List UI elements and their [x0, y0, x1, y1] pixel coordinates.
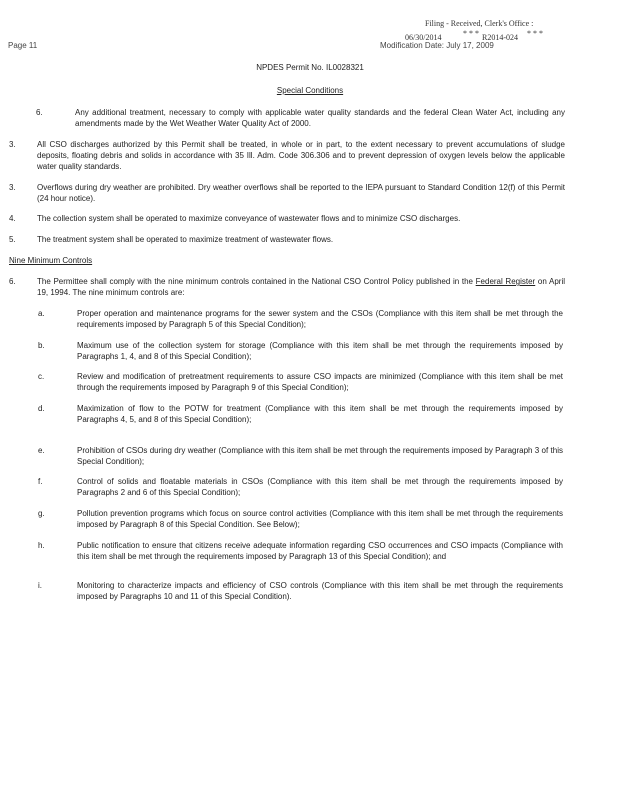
sub-item-letter: f.	[38, 477, 43, 486]
filing-stamp-stars-1: * * *	[463, 29, 479, 38]
sub-item-text: Proper operation and maintenance programs for the sewer system and the CSOs (Compliance with this item shall be met through the requirements imposed by Paragraph 5 of this Special Condition);	[77, 309, 563, 329]
sub-item-text: Review and modification of pretreatment requirements to assure CSO impacts are minimized (Compliance with this item shall be met through the requirements imposed by Paragraph 9 of this Special Condition);	[77, 372, 563, 392]
item-text: The treatment system shall be operated to maximize treatment of wastewater flows.	[37, 235, 334, 244]
sub-item-letter: b.	[38, 341, 45, 350]
filing-stamp-line: Filing - Received, Clerk's Office :	[425, 19, 534, 28]
item-number: 4.	[9, 214, 16, 223]
sub-item-text: Pollution prevention programs which focus on source control activities (Compliance with this item shall be met through the requirements imposed by Paragraph 8 of this Special Condition. See Below);	[77, 509, 563, 529]
filing-stamp-stars-2: * * *	[527, 29, 543, 38]
item-text: Any additional treatment, necessary to comply with applicable water quality standards and the federal Clean Water Act, including any amendments made by the Wet Weather Water Quality Act of 2000.	[75, 108, 565, 128]
sub-item-text: Maximization of flow to the POTW for treatment (Compliance with this item shall be met through the requirements imposed by Paragraphs 4, 5, and 8 of this Special Condition);	[77, 404, 563, 424]
sub-item-letter: c.	[38, 372, 45, 381]
item-text: Overflows during dry weather are prohibited. Dry weather overflows shall be reported to the IEPA pursuant to Standard Condition 12(f) of this Permit (24 hour notice).	[37, 183, 565, 203]
item-number: 6.	[9, 277, 16, 286]
sub-item-text: Maximum use of the collection system for storage (Compliance with this item shall be met through the requirements imposed by Paragraphs 1, 4, and 8 of this Special Condition);	[77, 341, 563, 361]
item-number: 5.	[9, 235, 16, 244]
section-title: Special Conditions	[276, 86, 344, 95]
item-number: 3.	[9, 140, 16, 149]
item-number: 3.	[9, 183, 16, 192]
sub-item-text: Control of solids and floatable materials in CSOs (Compliance with this item shall be met through the requirements imposed by Paragraphs 2 and 6 of this Special Condition);	[77, 477, 563, 497]
item-text: All CSO discharges authorized by this Permit shall be treated, in whole or in part, to the extent necessary to prevent accumulations of sludge deposits, floating debris and solids in accordance with 35 Ill. Adm. Code 306.306 and to prevent depression of oxygen levels below the applicable water quality standards.	[37, 140, 565, 171]
page-number: Page 11	[8, 41, 38, 50]
sub-item-letter: i.	[38, 581, 42, 590]
item-number: 6.	[36, 108, 43, 117]
sub-item-text: Monitoring to characterize impacts and efficiency of CSO controls (Compliance with this item shall be met through the requirements imposed by Paragraphs 10 and 11 of this Special Condition).	[77, 581, 563, 601]
sub-item-letter: a.	[38, 309, 45, 318]
sub-item-letter: g.	[38, 509, 45, 518]
filing-stamp-date: 06/30/2014	[405, 33, 442, 42]
sub-item-letter: h.	[38, 541, 45, 550]
item-text: The collection system shall be operated to maximize conveyance of wastewater flows and to minimize CSO discharges.	[37, 214, 461, 223]
section-heading: Nine Minimum Controls	[9, 256, 93, 265]
item-text	[37, 276, 565, 298]
sub-item-letter: e.	[38, 446, 45, 455]
sub-item-letter: d.	[38, 404, 45, 413]
filing-stamp-ref: R2014-024	[482, 33, 518, 42]
modification-date: Modification Date: July 17, 2009	[380, 41, 494, 50]
intro-text-after: on April 19, 1994. The nine minimum controls are:	[37, 277, 566, 297]
federal-register-link: Federal Register	[475, 277, 536, 286]
sub-item-text: Prohibition of CSOs during dry weather (Compliance with this item shall be met through the requirements imposed by Paragraph 3 of this Special Condition);	[77, 446, 563, 466]
permit-number: NPDES Permit No. IL0028321	[256, 63, 364, 72]
intro-text-before: The Permittee shall comply with the nine minimum controls contained in the National CSO Control Policy published in the	[37, 277, 476, 286]
sub-item-text: Public notification to ensure that citizens receive adequate information regarding CSO occurrences and CSO impacts (Compliance with this item shall be met through the requirements imposed by Paragraph 13 of this Special Condition); and	[77, 541, 563, 561]
